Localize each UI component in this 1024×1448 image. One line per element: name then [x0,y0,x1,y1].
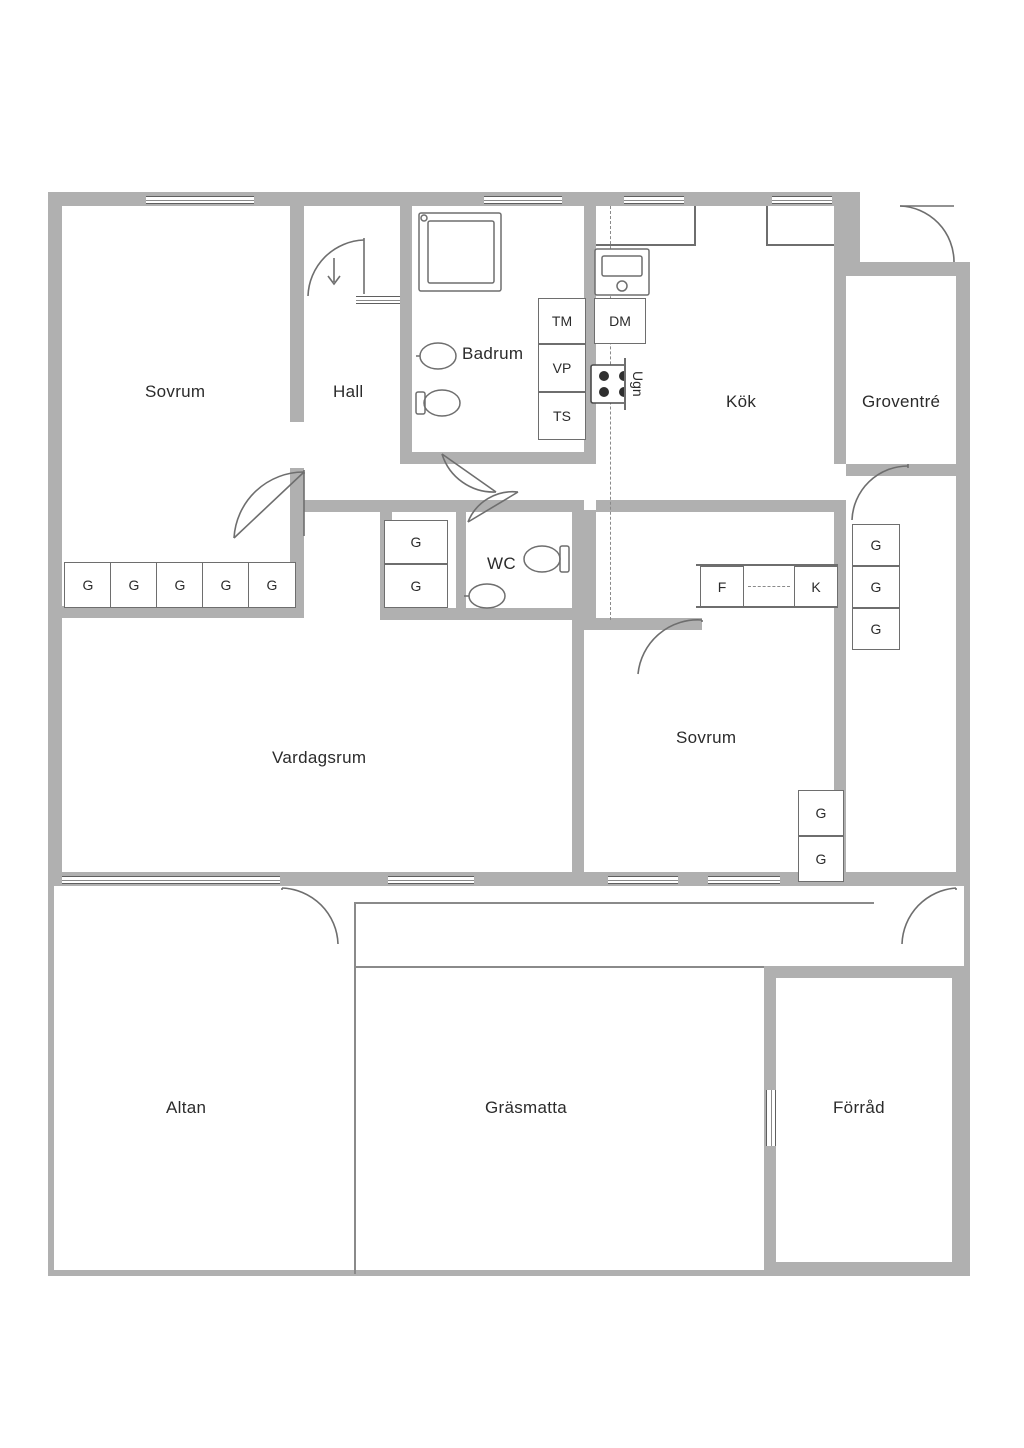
wardrobe-bedroom2-2 [798,836,844,882]
window-badrum-top [484,196,562,204]
oven-outline [624,358,626,410]
wall-forrad-right [952,966,964,1274]
wardrobe-label: G [174,577,186,593]
door-grovintre [846,464,916,524]
wardrobe-bedroom1-1 [64,562,112,608]
wall-hall-right [400,192,412,464]
appliance-ts [538,392,586,440]
wardrobe-label: G [82,577,94,593]
appliance-k-label: K [811,579,821,595]
appliance-ugn-label: Ugn [630,371,646,397]
wardrobe-hall-2 [384,564,448,608]
line-lawn-top [354,966,768,968]
room-label-altan: Altan [166,1098,207,1117]
wall-outdoor-left [48,886,54,1276]
sink-badrum [414,336,458,376]
room-label-grasmatta: Gräsmatta [485,1098,568,1117]
wardrobe-bedroom1-3 [156,562,204,608]
door-terrace-vardagsrum [280,886,342,948]
wardrobe-bedroom1-4 [202,562,250,608]
appliance-k [794,566,838,608]
kitchen-counter-top [596,244,696,246]
wardrobe-label: G [815,805,827,821]
wardrobe-grov-1 [852,524,900,566]
window-kok-top-2 [772,196,832,204]
wardrobe-label: G [870,621,882,637]
appliance-vp-label: VP [552,360,572,376]
wardrobe-grov-3 [852,608,900,650]
kitchen-counter-edge [694,206,696,246]
wall-forrad-top [764,966,964,978]
line-terrace-left [354,902,356,1274]
wall-right-jog [846,192,860,268]
appliance-ugn [624,358,652,410]
wall-bedroom1-right [290,192,304,422]
window-bedroom1-top [146,196,254,204]
appliance-tm [538,298,586,344]
wall-kok-bottom [596,500,846,512]
wardrobe-bedroom1-5 [248,562,296,608]
window-vardagsrum-bottom [62,876,280,884]
room-label-sovrum-1: Sovrum [145,382,206,401]
window-kok-top-1 [624,196,684,204]
wardrobe-label: G [220,577,232,593]
wardrobe-hall-1 [384,520,448,564]
shower-fixture [418,212,502,292]
door-entry-hall [304,238,384,310]
wardrobe-label: G [128,577,140,593]
room-label-badrum: Badrum [462,344,524,363]
window-sovrum2-bottom-1 [608,876,678,884]
door-bedroom1 [226,468,306,540]
room-label-grovintre: Groventré [862,392,941,411]
forrad-fill [776,978,952,1262]
door-terrace-grovintre [898,886,960,948]
room-label-hall: Hall [333,382,364,401]
wall-wc-right [572,512,584,620]
wall-forrad-bottom [764,1262,964,1274]
wardrobe-bedroom1-2 [110,562,158,608]
wardrobe-label: G [410,578,422,594]
door-grovintre-outer [896,204,960,266]
wall-kok-left-b [584,510,596,620]
line-terrace-top [354,902,874,904]
sink-wc [462,578,510,614]
appliance-dm-label: DM [609,313,631,329]
kitchen-sink [594,248,650,296]
kitchen-counter-right [766,206,768,246]
appliance-vp [538,344,586,392]
room-label-vardagsrum: Vardagsrum [272,748,367,767]
wardrobe-label: G [266,577,278,593]
window-vardagsrum-bottom-2 [388,876,474,884]
room-label-kok: Kök [726,392,757,411]
counter-fk-top [696,564,838,566]
wardrobe-label: G [410,534,422,550]
wardrobe-label: G [870,579,882,595]
appliance-ts-label: TS [553,408,571,424]
wardrobe-bedroom2-1 [798,790,844,836]
room-label-sovrum-2: Sovrum [676,728,737,747]
wall-left-outer [48,192,62,886]
wall-kok-right [834,206,846,464]
wardrobe-label: G [815,851,827,867]
room-label-wc: WC [487,554,516,573]
wardrobe-label: G [870,537,882,553]
appliance-tm-label: TM [551,313,573,329]
toilet-badrum [416,382,464,426]
forrad-window [766,1090,776,1146]
counter-fk-bottom [696,606,838,608]
window-sovrum2-bottom-2 [708,876,780,884]
wardrobe-grov-2 [852,566,900,608]
door-wc [462,490,538,524]
door-sovrum2 [628,618,708,678]
wall-vardagsrum-right [572,618,584,886]
kitchen-counter-right-top [766,244,834,246]
counter-fk-dash [748,586,790,587]
toilet-wc [520,538,570,582]
wall-outdoor-right [964,886,970,1276]
wall-right-outer [956,262,970,886]
appliance-dm [594,298,646,344]
appliance-f [700,566,744,608]
wall-mid-horizontal [304,500,404,512]
appliance-f-label: F [717,579,727,595]
room-label-forrad: Förråd [833,1098,885,1117]
